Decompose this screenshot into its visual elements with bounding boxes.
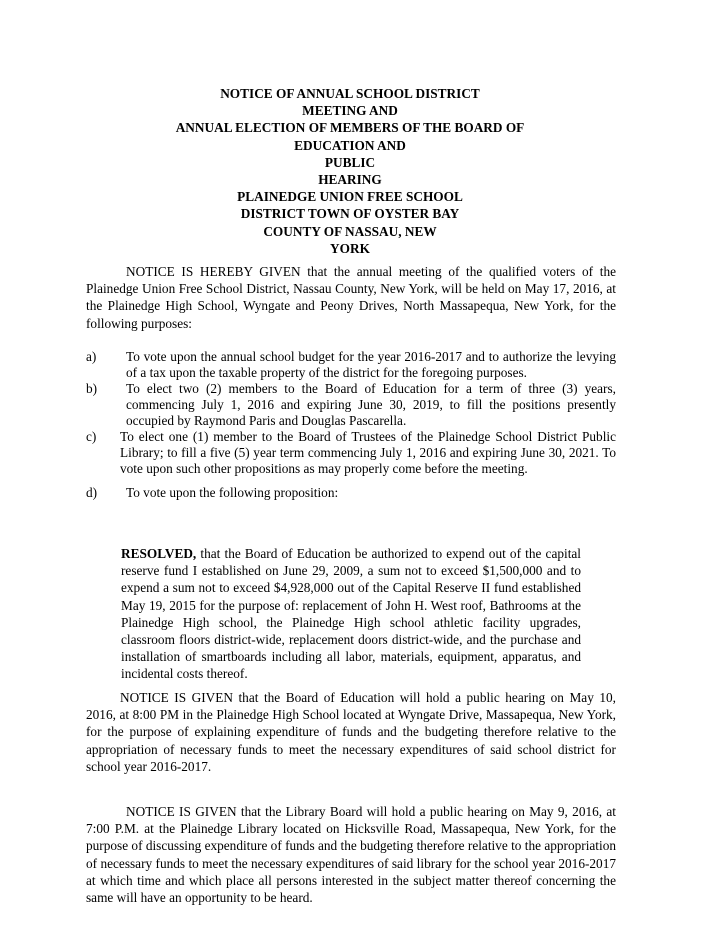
list-item: [86, 485, 616, 501]
intro-text: NOTICE IS HEREBY GIVEN that the annual meeting of the qualified voters of the Plainedge Union Free School District, Nassau County, New York, will be held on May 17, 2016, at the Plainedge High School, Wyngate and Peony Drives, North Massapequa, New York, for the following purposes:: [86, 264, 616, 331]
resolution-paragraph: [121, 545, 581, 683]
title-line: PUBLIC: [324, 154, 376, 170]
library-hearing-paragraph: [86, 803, 616, 906]
list-item: [86, 349, 616, 381]
title-line: MEETING AND: [302, 103, 398, 119]
list-item: [86, 429, 616, 477]
resolved-text: that the Board of Education be authorized to expend out of the capital reserve fund I established on June 29, 2009, a sum not to exceed $1,500,000 and to expend a sum not to exceed $4,928,000 out of the Capital Reserve II fund established May 19, 2015 for the purpose of: replacement of John H. West roof, Bathrooms at the Plainedge High school, the Plainedge High school athletic facility upgrades, classroom floors district-wide, replacement doors district-wide, and the purchase and installation of smartboards including all labor, materials, equipment, apparatus, and incidental costs thereof.: [121, 546, 581, 682]
item-marker: d): [86, 485, 98, 500]
title-line: PLAINEDGE UNION FREE SCHOOL: [237, 189, 463, 205]
item-marker: b): [86, 381, 98, 396]
item-text: To vote upon the following proposition:: [126, 485, 339, 500]
list-item: [86, 381, 616, 429]
item-text: To elect two (2) members to the Board of Education for a term of three (3) years, commencing July 1, 2016 and expiring June 30, 2019, to fill the positions presently occupied by Raymond Paris and Douglas Pascarella.: [126, 381, 616, 428]
title-line: COUNTY OF NASSAU, NEW: [263, 223, 437, 239]
library-hearing-text: NOTICE IS GIVEN that the Library Board will hold a public hearing on May 9, 2016, at 7:00 P.M. at the Plainedge Library located on Hicksville Road, Massapequa, New York, for the purpose of discussing expenditure of funds and the budgeting therefore relative to the appropriation of necessary funds to meet the necessary expenditures of said library for the school year 2016-2017 at which time and which place all persons interested in the subject matter thereof concerning the same will have an opportunity to be heard.: [86, 804, 616, 906]
title-line: DISTRICT TOWN OF OYSTER BAY: [240, 206, 460, 222]
notice-title: [60, 85, 640, 257]
board-hearing-text: NOTICE IS GIVEN that the Board of Education will hold a public hearing on May 10, 2016, at 8:00 PM in the Plainedge High School located at Wyngate Drive, Massapequa, New York, for the purpose of explaining expenditure of funds and the budgeting therefore relative to the appropriation of necessary funds to meet the necessary expenditures of said school district for school year 2016-2017.: [86, 690, 616, 774]
board-hearing-paragraph: [86, 689, 616, 775]
title-line: NOTICE OF ANNUAL SCHOOL DISTRICT: [220, 86, 480, 101]
title-line: ANNUAL ELECTION OF MEMBERS OF THE BOARD OF: [175, 120, 525, 136]
item-text: To vote upon the annual school budget for the year 2016-2017 and to authorize the levying of a tax upon the taxable property of the district for the foregoing purposes.: [126, 349, 616, 380]
intro-paragraph: [86, 263, 616, 332]
title-line: EDUCATION AND: [294, 137, 406, 153]
title-line: YORK: [330, 240, 370, 256]
resolved-lead: RESOLVED,: [121, 546, 197, 561]
item-text: To elect one (1) member to the Board of Trustees of the Plainedge School District Public Library; to fill a five (5) year term commencing July 1, 2016 and expiring June 30, 2021. To vote upon such other propositions as may properly come before the meeting.: [120, 429, 616, 476]
item-marker: a): [86, 349, 97, 364]
title-line: HEARING: [318, 172, 382, 188]
item-marker: c): [86, 429, 97, 444]
purposes-list: [86, 349, 616, 501]
